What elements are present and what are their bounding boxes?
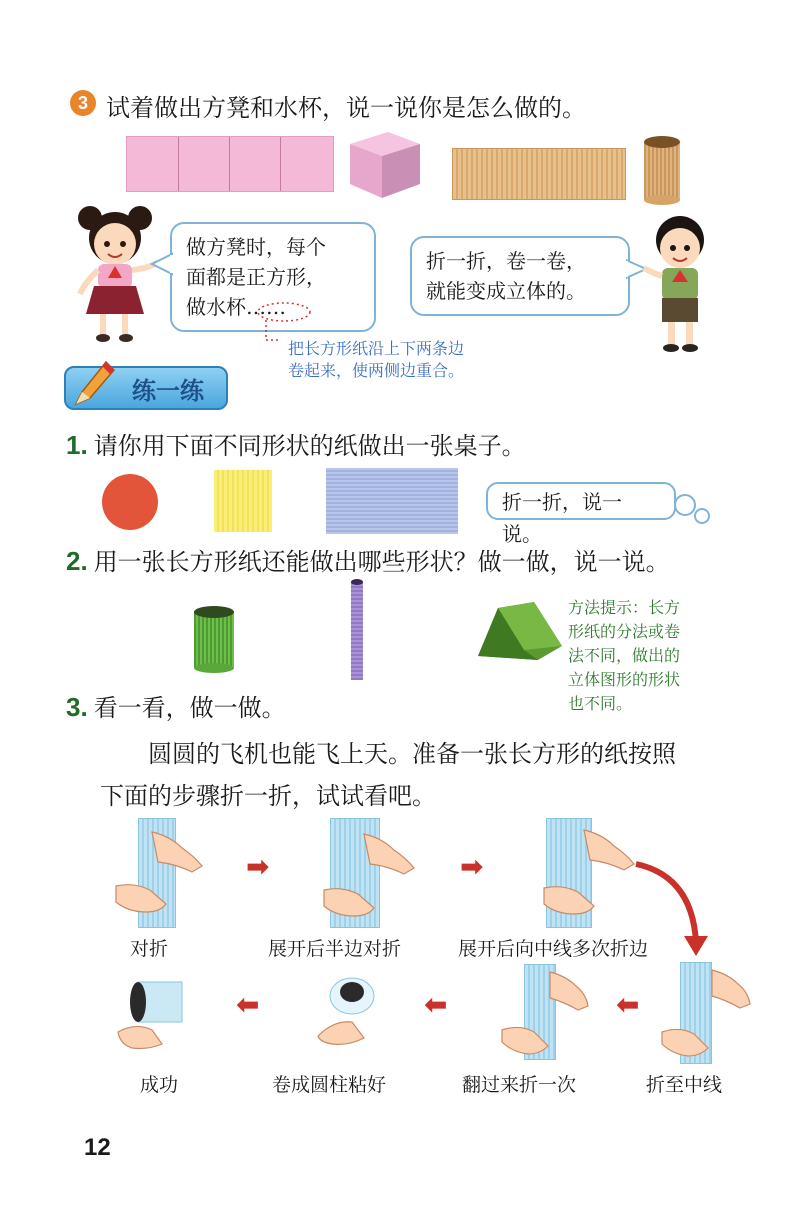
step-3-hands xyxy=(540,826,636,922)
section-title: 试着做出方凳和水杯，说一说你是怎么做的。 xyxy=(106,94,586,122)
exercise-1-heading xyxy=(66,426,526,461)
girl-bubble-line: 面都是正方形， xyxy=(186,265,326,289)
step-5-label: 翻过来折一次 xyxy=(462,1074,577,1096)
step-1-hands xyxy=(112,826,208,922)
exercise-2-text: 用一张长方形纸还能做出哪些形状？做一做，说一说。 xyxy=(93,548,670,576)
pink-paper-strip xyxy=(126,136,334,192)
purple-tube-illustration xyxy=(348,578,366,684)
red-circle-paper xyxy=(102,474,158,530)
girl-bubble-line: 做方凳时，每个 xyxy=(186,235,326,259)
step-arrow-right: ➡ xyxy=(246,850,270,883)
step-3-label: 展开后向中线多次折边 xyxy=(458,938,649,960)
girl-bubble-line: 做水杯…… xyxy=(186,295,286,319)
step-5-hands xyxy=(500,966,590,1062)
step-7-cylinder-hands xyxy=(114,976,194,1052)
method-hint-line: 法不同，做出的 xyxy=(568,646,681,665)
exercise-2-heading xyxy=(66,542,670,577)
girl-note xyxy=(288,338,464,382)
step-1-label: 对折 xyxy=(130,938,169,960)
pink-cube-illustration xyxy=(344,126,424,202)
method-hint-line: 也不同。 xyxy=(568,694,633,713)
section-number-badge: 3 xyxy=(70,90,96,116)
page-number: 12 xyxy=(84,1134,111,1161)
exercise-3-paragraph-line1: 圆圆的飞机也能飞上天。准备一张长方形的纸按照 xyxy=(148,740,676,768)
thought-dot xyxy=(674,494,696,516)
step-arrow-left: ⬅ xyxy=(424,988,448,1021)
practice-banner-label: 练一练 xyxy=(132,376,204,405)
step-2-hands xyxy=(320,828,416,924)
exercise-2-number: 2. xyxy=(66,546,88,576)
exercise-3-heading xyxy=(66,688,286,723)
exercise-3-text: 看一看，做一做。 xyxy=(93,694,286,722)
boy-speech-bubble xyxy=(410,236,630,316)
tan-paper-strip xyxy=(452,148,626,200)
method-hint xyxy=(568,596,680,716)
thought-bubble-text: 折一折，说一说。 xyxy=(502,490,622,546)
green-cylinder-illustration xyxy=(190,604,238,674)
boy-bubble-line: 折一折，卷一卷， xyxy=(426,249,586,273)
method-hint-line: 方法提示：长方 xyxy=(568,598,681,617)
boy-bubble-line: 就能变成立体的。 xyxy=(426,279,586,303)
bubble-tail xyxy=(150,252,174,276)
tan-cylinder-cup xyxy=(640,134,684,206)
girl-note-line: 卷起来，使两侧边重合。 xyxy=(288,361,465,380)
step-arrow-right: ➡ xyxy=(460,850,484,883)
step-4-hands xyxy=(660,964,756,1064)
exercise-1-text: 请你用下面不同形状的纸做出一张桌子。 xyxy=(93,432,526,460)
exercise-3-number: 3. xyxy=(66,692,88,722)
method-hint-line: 立体图形的形状 xyxy=(568,670,681,689)
step-6-label: 卷成圆柱粘好 xyxy=(272,1074,387,1096)
step-2-label: 展开后半边对折 xyxy=(268,938,402,960)
green-triangular-prism-illustration xyxy=(474,598,568,664)
step-6-roll-hands xyxy=(312,970,396,1056)
exercise-3-paragraph-line2: 下面的步骤折一折，试试看吧。 xyxy=(100,782,436,810)
thought-bubble xyxy=(486,482,676,546)
exercise-1-number: 1. xyxy=(66,430,88,460)
blue-rectangle-paper xyxy=(326,468,458,534)
step-arrow-left: ⬅ xyxy=(616,988,640,1021)
boy-character xyxy=(640,210,720,358)
thought-dot xyxy=(694,508,710,524)
step-4-label: 折至中线 xyxy=(646,1074,723,1096)
pencil-icon xyxy=(68,356,116,412)
step-arrow-left: ⬅ xyxy=(236,988,260,1021)
yellow-square-paper xyxy=(214,470,272,532)
method-hint-line: 形纸的分法或卷 xyxy=(568,622,681,641)
girl-note-line: 把长方形纸沿上下两条边 xyxy=(288,339,465,358)
step-7-label: 成功 xyxy=(140,1074,179,1096)
